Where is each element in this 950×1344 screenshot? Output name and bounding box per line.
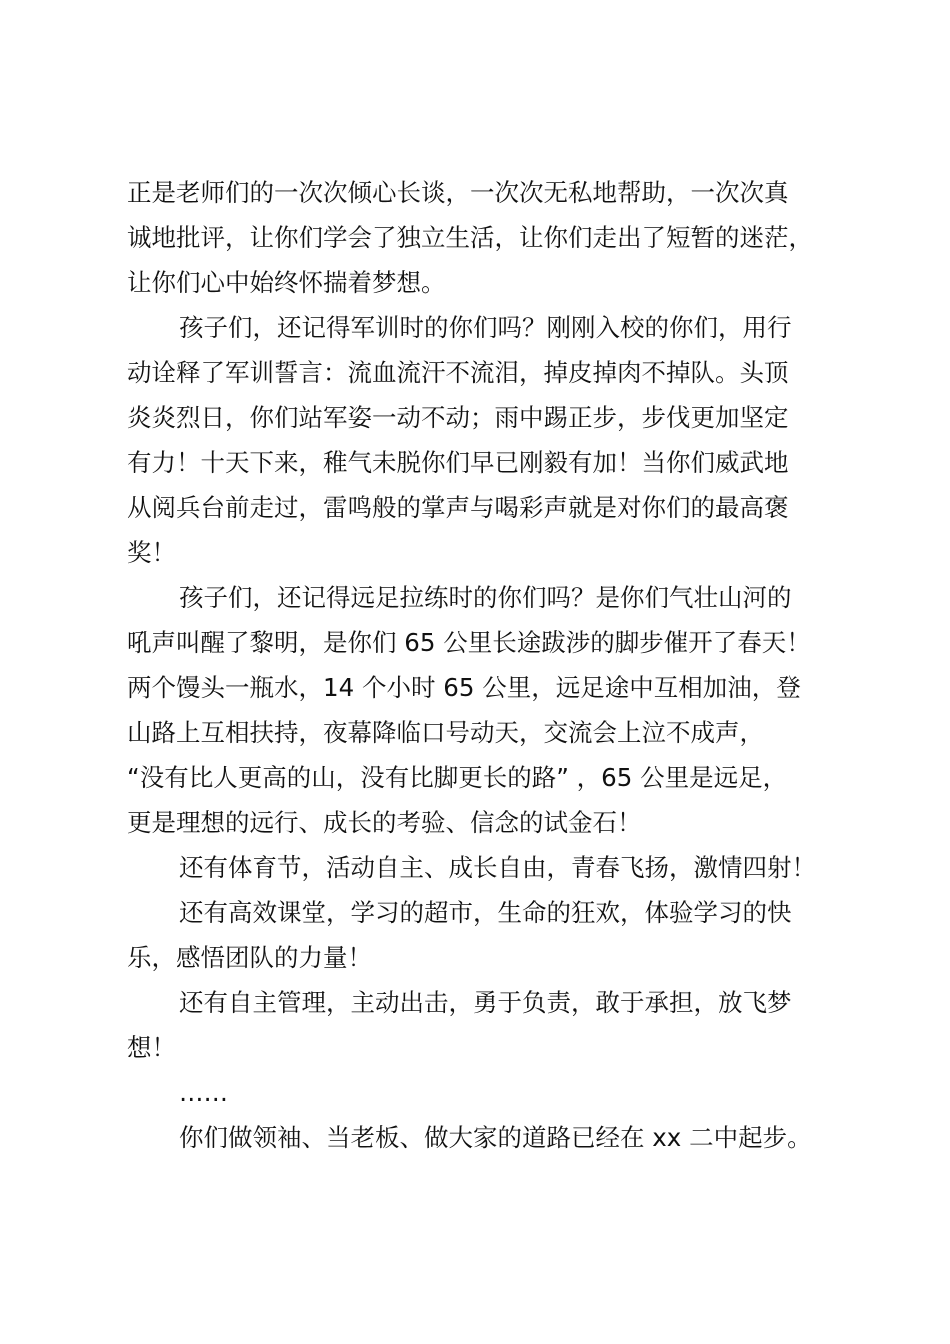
text-line: …… <box>179 1078 228 1107</box>
text-line: 还有体育节，活动自主、成长自由，青春飞扬，激情四射！ <box>179 853 816 882</box>
text-line: 正是老师们的一次次倾心长谈，一次次无私地帮助，一次次真 <box>127 178 789 207</box>
text-line: 诚地批评，让你们学会了独立生活，让你们走出了短暂的迷茫， <box>127 223 813 252</box>
text-line: 还有高效课堂，学习的超市，生命的狂欢，体验学习的快 <box>179 898 792 927</box>
text-line: 乐，感悟团队的力量！ <box>127 943 372 972</box>
text-line: 吼声叫醒了黎明，是你们 65 公里长途跋涉的脚步催开了春天！ <box>127 628 811 657</box>
text-line: 更是理想的远行、成长的考验、信念的试金石！ <box>127 808 642 837</box>
text-line: 动诠释了军训誓言：流血流汗不流泪，掉皮掉肉不掉队。头顶 <box>127 358 789 387</box>
body-text <box>127 170 862 1160</box>
text-line: 从阅兵台前走过，雷鸣般的掌声与喝彩声就是对你们的最高褒 <box>127 493 789 522</box>
text-line: 炎炎烈日，你们站军姿一动不动；雨中踢正步，步伐更加坚定 <box>127 403 789 432</box>
text-line: 两个馒头一瓶水，14 个小时 65 公里，远足途中互相加油，登 <box>127 673 801 702</box>
text-line: 有力！十天下来，稚气未脱你们早已刚毅有加！当你们威武地 <box>127 448 789 477</box>
text-line: 山路上互相扶持，夜幕降临口号动天，交流会上泣不成声， <box>127 718 764 747</box>
text-line: 孩子们，还记得远足拉练时的你们吗？是你们气壮山河的 <box>179 583 792 612</box>
text-line: 奖！ <box>127 538 176 567</box>
text-line: 还有自主管理，主动出击，勇于负责，敢于承担，放飞梦 <box>179 988 792 1017</box>
text-line: 孩子们，还记得军训时的你们吗？刚刚入校的你们，用行 <box>179 313 792 342</box>
text-line: “没有比人更高的山，没有比脚更长的路” ，65 公里是远足， <box>127 763 788 792</box>
text-line: 让你们心中始终怀揣着梦想。 <box>127 268 446 297</box>
text-line: 想！ <box>127 1033 176 1062</box>
text-line: 你们做领袖、当老板、做大家的道路已经在 xx 二中起步。 <box>179 1123 812 1152</box>
